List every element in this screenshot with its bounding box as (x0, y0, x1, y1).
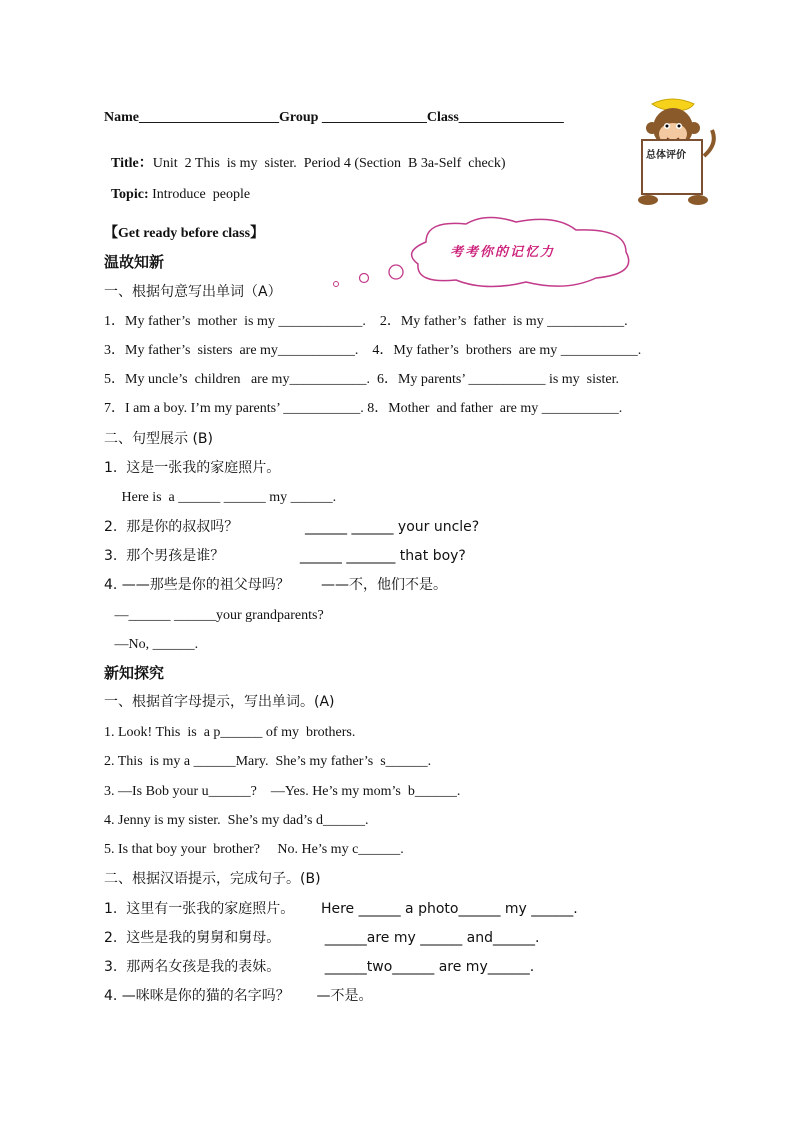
cloud-text: 考考你的记忆力 (450, 245, 556, 260)
exercise-line: 7．I am a boy. I’m my parents’ ___________. 8．Mother and father are my ___________. (104, 401, 623, 416)
exercise-line: Here is a ______ ______ my ______. (104, 490, 337, 505)
exercise-line: 4. Jenny is my sister. She’s my dad’s d______. (104, 813, 369, 828)
exercise-line: 3．My father’s sisters are my___________. 4．My father’s brothers are my ___________. (104, 343, 642, 358)
topic-label: Topic: (111, 187, 149, 202)
exercise-line: 1．My father’s mother is my ____________. 2．My father’s father is my ___________. (104, 314, 628, 329)
name-group-class-line: Name____________________Group _______________Class_______________ (104, 110, 564, 125)
topic-text: Introduce people (152, 187, 251, 202)
exercise-line: 2. This is my a ______Mary. She’s my father’s s______. (104, 754, 432, 769)
subtitle-explore: 新知探究 (104, 664, 165, 682)
title-label: Title： (111, 156, 153, 171)
exercise-line: 2. 这些是我的舅舅和舅母。 ______are my ______ and______. (104, 930, 540, 946)
exercise-line: 2. 那是你的叔叔吗？ ______ ______ your uncle? (104, 519, 480, 535)
exercise-line: —No, ______. (104, 637, 199, 652)
topic-line (104, 168, 250, 204)
badge-label: 总体评价 (646, 150, 686, 161)
exercise-line: 3. 那两名女孩是我的表妹。 ______two______ are my______. (104, 959, 535, 975)
exercise-line: 5. Is that boy your brother? No. He’s my c______. (104, 842, 404, 857)
subtitle-review: 温故知新 (104, 253, 165, 271)
exercise-line: 1. Look! This is a p______ of my brothers. (104, 725, 356, 740)
exercise-line: 1. 这是一张我的家庭照片。 (104, 460, 281, 476)
exercise-line: 4. —咪咪是你的猫的名字吗？ —不是。 (104, 988, 373, 1004)
part2-title: 二、根据汉语提示，完成句子。(B) (104, 871, 321, 887)
part2-title: 二、句型展示 (B) (104, 431, 213, 447)
part1-title: 一、根据句意写出单词（A） (104, 284, 282, 300)
part1-title: 一、根据首字母提示，写出单词。(A) (104, 694, 335, 710)
exercise-line: 4. ——那些是你的祖父母吗？ ——不，他们不是。 (104, 577, 447, 593)
exercise-line: —______ ______your grandparents? (104, 608, 324, 623)
exercise-line: 3. —Is Bob your u______? —Yes. He’s my mom’s b______. (104, 784, 461, 799)
title-text: Unit 2 This is my sister. Period 4 (Section B 3a-Self check) (152, 156, 506, 171)
section-title-get-ready: 【Get ready before class】 (104, 226, 265, 241)
exercise-line: 1. 这里有一张我的家庭照片。 Here ______ a photo______ my ______. (104, 901, 578, 917)
exercise-line: 5．My uncle’s children are my___________. 6．My parents’ ___________ is my sister. (104, 372, 619, 387)
exercise-line: 3. 那个男孩是谁？ ______ _______ that boy? (104, 548, 466, 564)
